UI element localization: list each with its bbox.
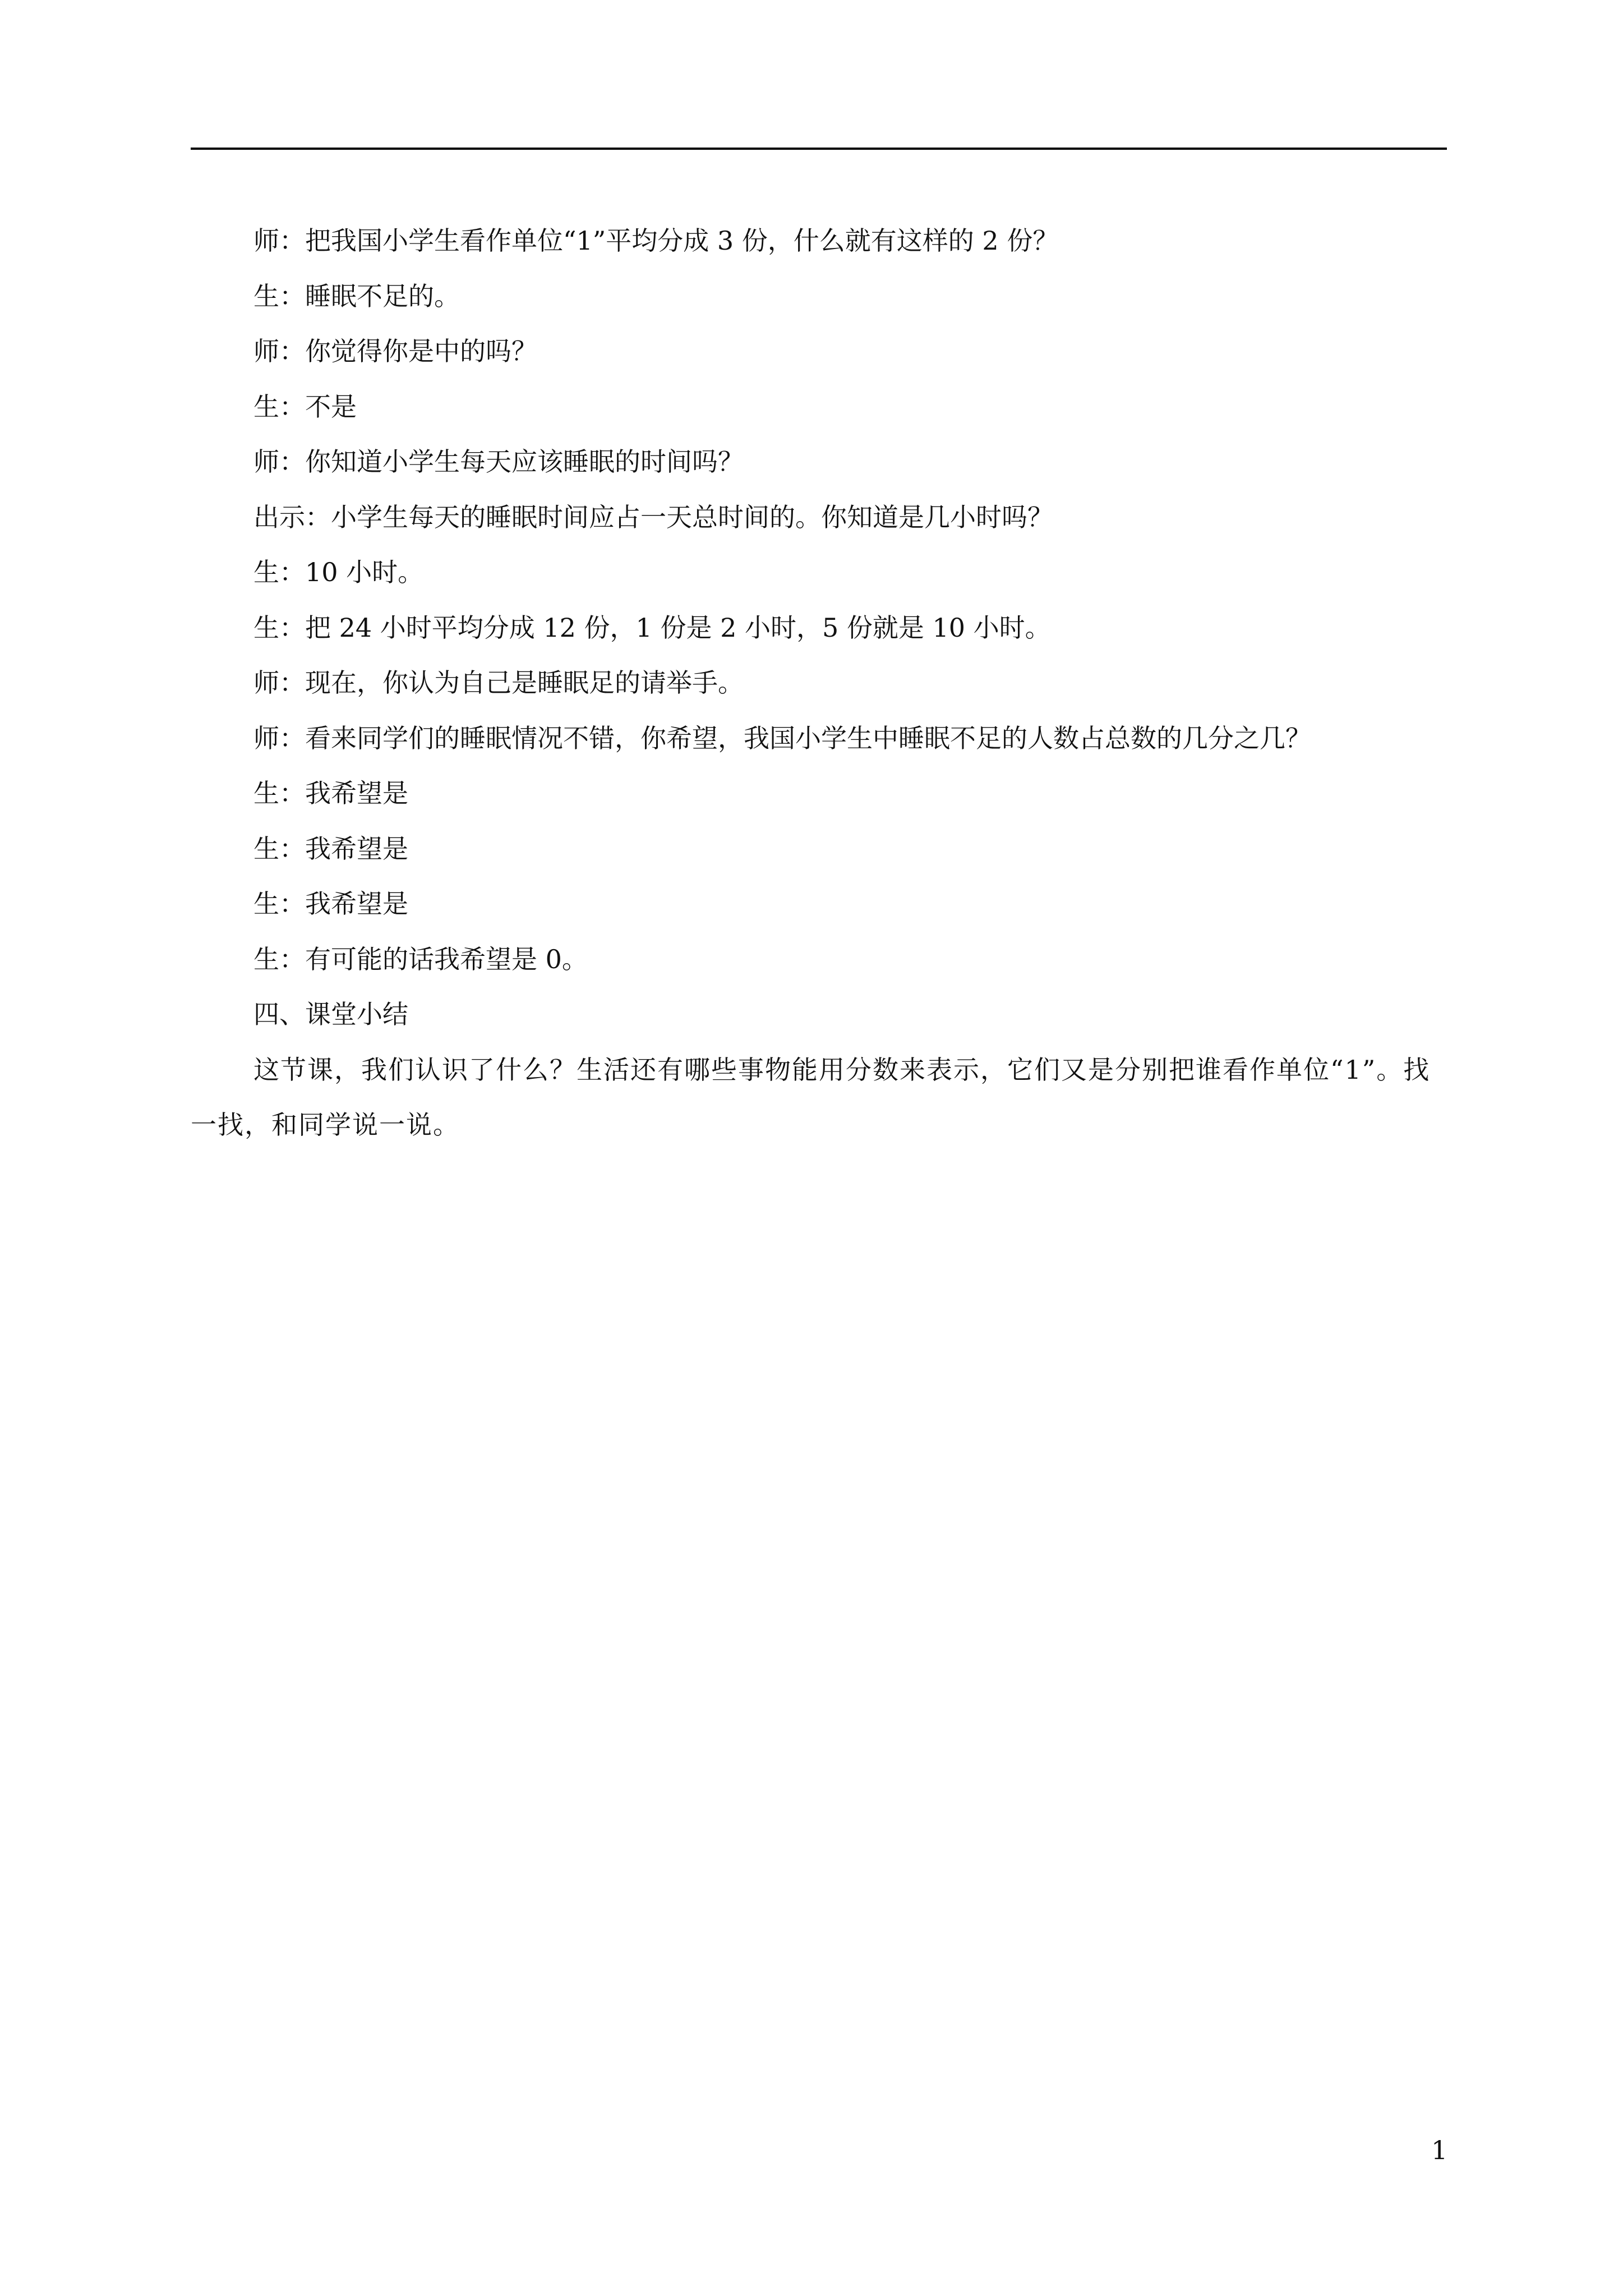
closing-paragraph: 这节课，我们认识了什么？生活还有哪些事物能用分数来表示，它们又是分别把谁看作单位“1”。找一找，和同学说一说。 xyxy=(191,1054,1431,1140)
text-line: 生：我希望是 xyxy=(253,778,408,808)
text-line: 师：你觉得你是中的吗？ xyxy=(253,336,537,366)
text-line: 生：睡眠不足的。 xyxy=(253,280,460,311)
text-line: 生：把 24 小时平均分成 12 份，1 份是 2 小时，5 份就是 10 小时。 xyxy=(253,612,1051,643)
document-body xyxy=(191,213,1447,1153)
text-line: 师：把我国小学生看作单位“1”平均分成 3 份，什么就有这样的 2 份？ xyxy=(253,226,1059,256)
text-line: 生：不是 xyxy=(253,391,357,422)
text-line: 师：你知道小学生每天应该睡眠的时间吗？ xyxy=(253,447,744,477)
text-line: 师：现在，你认为自己是睡眠足的请举手。 xyxy=(253,668,744,698)
text-line: 生：有可能的话我希望是 0。 xyxy=(253,944,588,974)
page-number: 1 xyxy=(1431,2135,1448,2165)
text-line: 师：看来同学们的睡眠情况不错，你希望，我国小学生中睡眠不足的人数占总数的几分之几？ xyxy=(253,723,1311,753)
header-rule xyxy=(191,148,1447,150)
text-line: 生：我希望是 xyxy=(253,889,408,919)
text-line: 出示：小学生每天的睡眠时间应占一天总时间的。你知道是几小时吗？ xyxy=(253,501,1053,532)
text-line: 生：10 小时。 xyxy=(253,557,424,587)
text-line: 生：我希望是 xyxy=(253,833,408,864)
section-heading: 四、课堂小结 xyxy=(253,999,408,1029)
